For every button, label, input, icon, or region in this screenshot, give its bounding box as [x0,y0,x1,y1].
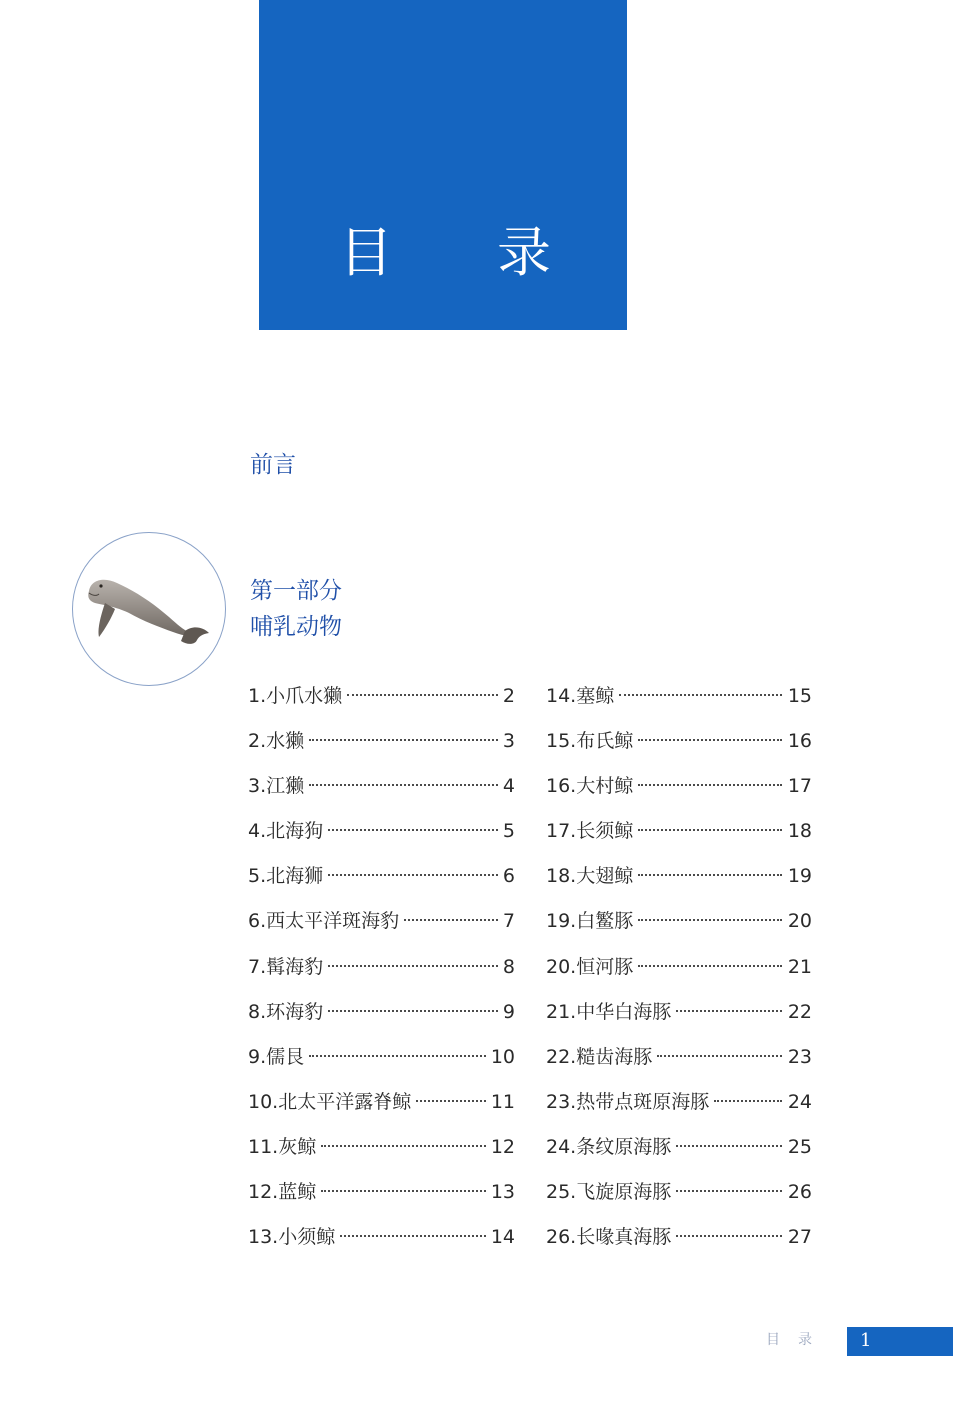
toc-entry[interactable] [546,809,812,854]
toc-leader-dots [404,919,498,921]
toc-entry[interactable] [546,1170,812,1215]
toc-leader-dots [676,1145,782,1147]
toc-leader-dots [328,874,498,876]
toc-entry-number: 5. [248,865,267,888]
toc-entry-page: 19 [787,865,812,888]
toc-leader-dots [676,1010,782,1012]
toc-leader-dots [347,694,498,696]
toc-leader-dots [638,784,782,786]
toc-entry[interactable] [248,1035,515,1080]
toc-entry-page: 10 [490,1045,515,1068]
toc-entry-number: 19. [546,910,577,933]
toc-entry-title: 江獭 [266,775,305,798]
toc-entry[interactable] [546,945,812,990]
toc-entry-title: 飞旋原海豚 [576,1181,672,1204]
toc-entry-number: 23. [546,1090,577,1113]
footer-section-label: 目录 [766,1332,830,1348]
toc-leader-dots [714,1100,782,1102]
toc-entry-number: 21. [546,1000,577,1023]
toc-entry-title: 白鳘豚 [576,910,634,933]
toc-entry-number: 1. [248,685,267,707]
toc-entry-page: 27 [787,1226,812,1249]
title-banner [259,0,627,330]
toc-entry[interactable] [248,719,515,764]
toc-entry-number: 25. [546,1181,577,1204]
toc-entry-title: 大翅鲸 [576,865,634,888]
toc-entry[interactable] [546,764,812,809]
toc-entry[interactable] [546,1125,812,1170]
toc-leader-dots [638,919,782,921]
page-number-tab [847,1327,953,1356]
toc-entry[interactable] [248,1215,515,1260]
toc-entry-number: 16. [546,775,577,798]
toc-entry-page: 4 [502,775,515,798]
toc-entry-page: 3 [502,730,515,753]
toc-entry-page: 2 [502,685,515,707]
toc-entry-title: 糙齿海豚 [576,1045,653,1068]
preface-link[interactable]: 前言 [250,452,296,478]
toc-entry-page: 11 [490,1090,515,1113]
toc-leader-dots [676,1235,782,1237]
toc-entry-number: 11. [248,1135,279,1158]
toc-entry-page: 25 [787,1135,812,1158]
toc-entry[interactable] [248,1125,515,1170]
toc-entry[interactable] [248,809,515,854]
toc-leader-dots [321,1145,486,1147]
toc-entry-number: 17. [546,820,577,843]
toc-entry[interactable] [248,1080,515,1125]
toc-entry-title: 条纹原海豚 [576,1135,672,1158]
toc-entry-page: 18 [787,820,812,843]
toc-entry-page: 9 [502,1000,515,1023]
toc-entry-page: 17 [787,775,812,798]
toc-entry-title: 长须鲸 [576,820,634,843]
toc-entry-title: 布氏鲸 [576,730,634,753]
page-number: 1 [860,1330,872,1351]
toc-entry-title: 北太平洋露脊鲸 [278,1090,412,1113]
toc-entry-number: 20. [546,955,577,978]
part-number: 第一部分 [250,578,342,604]
toc-entry[interactable] [546,1215,812,1260]
toc-entry-page: 23 [787,1045,812,1068]
toc-entry[interactable] [546,990,812,1035]
toc-leader-dots [309,739,498,741]
toc-entry-number: 10. [248,1090,279,1113]
toc-entry-page: 16 [787,730,812,753]
toc-entry-number: 8. [248,1000,267,1023]
title-char-2: 录 [497,221,551,284]
toc-entry-number: 2. [248,730,267,753]
toc-entry-page: 5 [502,820,515,843]
toc-entry-page: 8 [502,955,515,978]
title-char-1: 目 [339,221,393,284]
toc-entry-number: 9. [248,1045,267,1068]
toc-entry-number: 13. [248,1226,279,1249]
toc-entry-number: 7. [248,955,267,978]
toc-leader-dots [657,1055,782,1057]
toc-entry-number: 6. [248,910,267,933]
toc-column-left [248,674,515,1260]
toc-entry-page: 26 [787,1181,812,1204]
toc-leader-dots [638,874,782,876]
toc-entry-title: 塞鲸 [576,685,615,707]
toc-leader-dots [619,694,782,696]
toc-entry[interactable] [248,854,515,899]
toc-leader-dots [321,1190,486,1192]
toc-leader-dots [676,1190,782,1192]
toc-entry[interactable] [546,899,812,944]
toc-entry-number: 12. [248,1181,279,1204]
toc-entry-title: 恒河豚 [576,955,634,978]
toc-entry-page: 13 [490,1181,515,1204]
toc-entry-title: 髯海豹 [266,955,324,978]
toc-entry-number: 22. [546,1045,577,1068]
toc-leader-dots [328,1010,498,1012]
toc-entry-page: 24 [787,1090,812,1113]
toc-entry-title: 西太平洋斑海豹 [266,910,400,933]
dugong-icon [73,533,225,685]
toc-entry[interactable] [248,945,515,990]
toc-entry-title: 长喙真海豚 [576,1226,672,1249]
toc-entry-number: 14. [546,685,577,707]
toc-entry-number: 24. [546,1135,577,1158]
toc-entry[interactable] [248,899,515,944]
part-heading [250,573,342,645]
toc-entry[interactable] [546,854,812,899]
toc-entry-title: 小须鲸 [278,1226,336,1249]
toc-entry-page: 6 [502,865,515,888]
toc-entry-title: 小爪水獭 [266,685,343,707]
toc-leader-dots [309,1055,486,1057]
toc-entry-title: 北海狮 [266,865,324,888]
toc-entry-page: 7 [502,910,515,933]
toc-entry-number: 3. [248,775,267,798]
toc-entry-number: 26. [546,1226,577,1249]
toc-entry-page: 15 [787,685,812,707]
toc-leader-dots [328,829,498,831]
toc-entry-title: 大村鲸 [576,775,634,798]
toc-entry-page: 14 [490,1226,515,1249]
toc-leader-dots [638,829,782,831]
toc-leader-dots [416,1100,486,1102]
toc-entry-page: 22 [787,1000,812,1023]
toc-entry-page: 21 [787,955,812,978]
toc-entry-number: 15. [546,730,577,753]
toc-leader-dots [638,739,782,741]
toc-entry-title: 儒艮 [266,1045,305,1068]
toc-leader-dots [328,965,498,967]
toc-entry-page: 20 [787,910,812,933]
toc-entry-title: 北海狗 [266,820,324,843]
toc-leader-dots [309,784,498,786]
toc-leader-dots [340,1235,486,1237]
toc-entry-number: 4. [248,820,267,843]
toc-entry[interactable] [546,1080,812,1125]
toc-entry[interactable] [546,1035,812,1080]
toc-leader-dots [638,965,782,967]
toc-entry-title: 中华白海豚 [576,1000,672,1023]
toc-entry[interactable] [248,1170,515,1215]
toc-entry-title: 蓝鲸 [278,1181,317,1204]
toc-entry-page: 12 [490,1135,515,1158]
toc-column-right [546,674,812,1260]
toc-entry-title: 灰鲸 [278,1135,317,1158]
toc-entry[interactable] [546,719,812,764]
toc-entry-title: 环海豹 [266,1000,324,1023]
dugong-illustration [72,532,226,686]
toc-entry[interactable] [248,990,515,1035]
toc-entry[interactable] [248,674,515,719]
toc-entry[interactable] [248,764,515,809]
toc-entry-number: 18. [546,865,577,888]
toc-entry-title: 热带点斑原海豚 [576,1090,710,1113]
part-title: 哺乳动物 [250,614,342,640]
toc-entry[interactable] [546,674,812,719]
toc-entry-title: 水獭 [266,730,305,753]
